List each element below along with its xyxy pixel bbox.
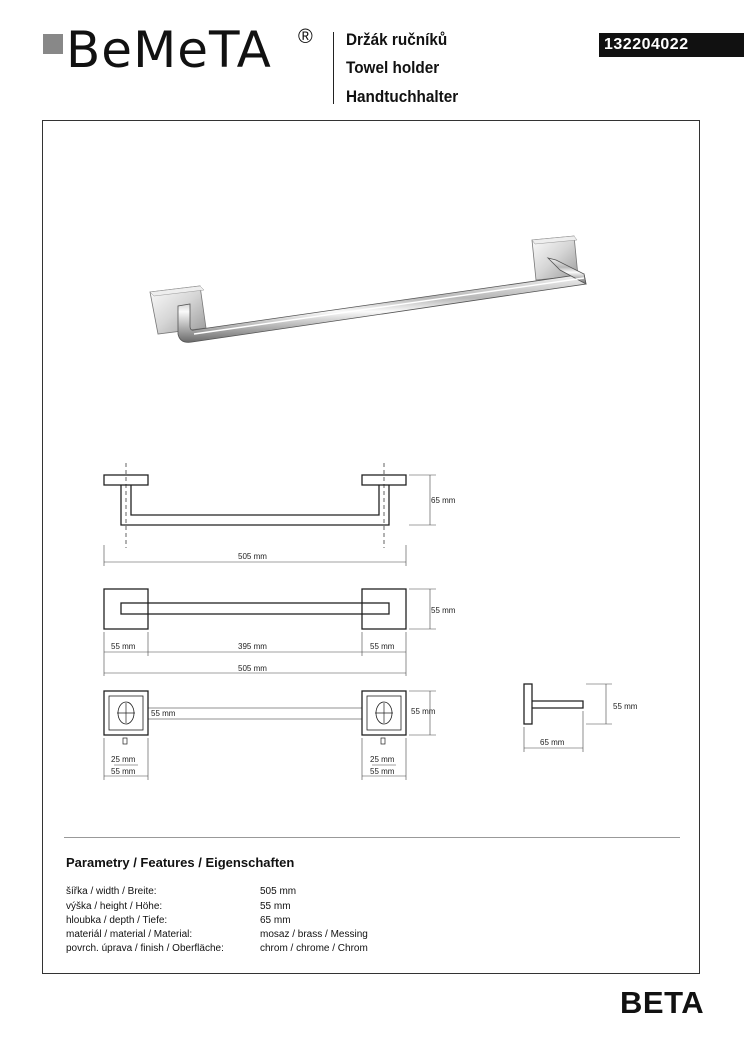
dim-side-height: 55 mm	[613, 702, 638, 711]
feature-value-material: mosaz / brass / Messing	[260, 929, 368, 940]
dim-top-left-base: 55 mm	[111, 642, 136, 651]
front-view	[104, 475, 406, 525]
dim-front-width: 505 mm	[238, 552, 267, 561]
top-view	[104, 589, 406, 629]
dim-top-total: 505 mm	[238, 664, 267, 673]
dim-front-height: 65 mm	[431, 496, 456, 505]
feature-value-width: 505 mm	[260, 886, 297, 897]
dim-side-depth: 65 mm	[540, 738, 565, 747]
features-separator	[64, 837, 680, 838]
title-en: Towel holder	[346, 58, 440, 77]
feature-value-height: 55 mm	[260, 901, 291, 912]
dim-back-inner-left: 55 mm	[151, 709, 176, 718]
feature-value-depth: 65 mm	[260, 915, 291, 926]
feature-label-material: materiál / material / Material:	[66, 929, 193, 940]
side-view	[524, 684, 583, 724]
dim-back-right-hole: 25 mm	[370, 755, 395, 764]
dim-back-right: 55 mm	[411, 707, 436, 716]
feature-value-finish: chrom / chrome / Chrom	[260, 943, 368, 954]
back-view	[104, 691, 406, 735]
feature-label-width: šířka / width / Breite:	[66, 886, 157, 897]
dim-top-right-base: 55 mm	[370, 642, 395, 651]
dim-back-left-hole: 25 mm	[111, 755, 136, 764]
dim-top-height: 55 mm	[431, 606, 456, 615]
features-title: Parametry / Features / Eigenschaften	[66, 855, 295, 870]
product-code-badge: 132204022	[599, 33, 744, 57]
title-cz: Držák ručníků	[346, 30, 448, 49]
product-image	[150, 236, 586, 342]
dim-back-left-base: 55 mm	[111, 767, 136, 776]
feature-label-finish: povrch. úprava / finish / Oberfläche:	[66, 943, 224, 954]
dim-top-span: 395 mm	[238, 642, 267, 651]
dim-back-right-base: 55 mm	[370, 767, 395, 776]
series-name: BETA	[620, 985, 705, 1020]
title-de: Handtuchhalter	[346, 87, 459, 106]
feature-label-depth: hloubka / depth / Tiefe:	[66, 915, 168, 926]
brand-logo: BeMeTA	[66, 21, 272, 79]
registered-mark: ®	[298, 26, 313, 48]
feature-label-height: výška / height / Höhe:	[66, 901, 163, 912]
